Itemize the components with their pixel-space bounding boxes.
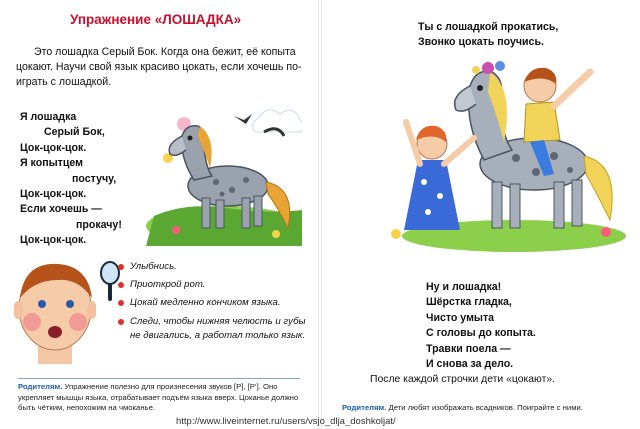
parents-note (342, 403, 624, 414)
poem-line: Я лошадка (20, 111, 77, 123)
couplet-line: Ты с лошадкой прокатись, (418, 21, 559, 33)
poem-line: Цок-цок-цок. (20, 188, 87, 201)
poem-line: И снова за дело. (426, 358, 514, 371)
poem-line: Цок-цок-цок. (20, 234, 87, 247)
source-url: http://www.liveinternet.ru/users/vsjo_dlja_doshkoljat/ (176, 416, 396, 427)
after-text: После каждой строчки дети «цокают». (370, 374, 556, 385)
poem-line: Я копытцем (20, 157, 83, 170)
poem-line: Чисто умыта (426, 311, 495, 324)
horse-illustration (146, 98, 302, 246)
parents-note-label: Родителям. (342, 403, 387, 412)
step-item: Приоткрой рот. (116, 278, 316, 292)
poem-line: Цок-цок-цок. (20, 141, 87, 154)
poem-left (20, 110, 122, 249)
intro-text (16, 45, 316, 90)
poem-line: Шёрстка гладка, (426, 296, 512, 309)
poem-line: Серый Бок, (44, 126, 105, 139)
poem-right (426, 280, 536, 372)
couplet (418, 20, 558, 51)
parents-note-label: Родителям. (18, 382, 63, 391)
step-item: Улыбнись. (116, 260, 316, 274)
couplet-line: Звонко цокать поучись. (418, 36, 544, 49)
poem-line: Травки поела — (426, 342, 511, 355)
parents-note-text: Дети любят изображать всадников. Поиграйте с ними. (386, 403, 583, 412)
parents-note (18, 378, 300, 414)
poem-line: прокачу! (76, 218, 122, 231)
poem-line: Если хочешь — (20, 203, 102, 216)
poem-line: Ну и лошадка! (426, 281, 502, 293)
poem-line: постучу, (72, 172, 117, 185)
boy-face-illustration (14, 258, 96, 364)
exercise-title: Упражнение «ЛОШАДКА» (70, 12, 242, 27)
poem-line: С головы до копыта. (426, 327, 536, 340)
step-item: Цокай медленно кончиком языка. (116, 296, 316, 310)
exercise-steps (116, 260, 316, 347)
left-page (0, 0, 318, 429)
intro-paragraph: Это лошадка Серый Бок. Когда она бежит, её копыта цокают. Научи свой язык красиво цокать, если хочешь по-играть с лошадкой. (16, 46, 302, 88)
horse-riders-illustration (384, 52, 626, 252)
parents-note-text: Упражнение полезно для произнесения звуков [Р], [Р’]. Оно укрепляет мышцы языка, отрабатывает подъём языка вверх. Цоканье должно быть чётким, непохожим на чмоканье. (18, 382, 299, 413)
right-page (322, 0, 640, 429)
step-item: Следи, чтобы нижняя челюсть и губы не двигались, а работал только язык. (116, 315, 316, 343)
